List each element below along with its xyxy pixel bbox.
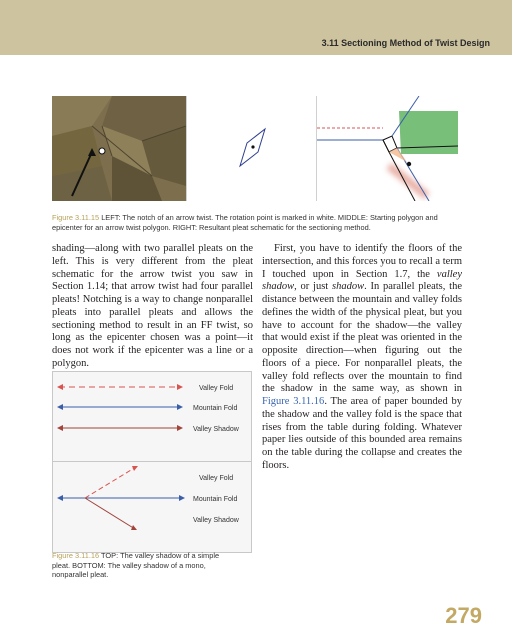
pleat-schematic-diagram (316, 96, 458, 201)
simple-pleat-diagram (52, 371, 252, 463)
valley-shadow-line (85, 498, 135, 529)
arrow-twist-photo (52, 96, 186, 201)
legend-valley-fold: Valley Fold (199, 475, 234, 482)
legend-valley-shadow: Valley Shadow (193, 517, 239, 524)
text-segment: . The area of paper bounded by the shadow and the valley fold is the space that rises from the table during folding. Whatever paper lies outside of this bounded area remains on the table during the collapse and creates the floors. (262, 396, 462, 471)
term-shadow: shadow (331, 281, 365, 293)
caption-text: LEFT: The notch of an arrow twist. The rotation point is marked in white. MIDDLE: Starting polygon and epicenter for an arrow twist polygon. RIGHT: Resultant pleat schematic for the sectioning method. (52, 213, 438, 232)
valley-fold-line (85, 467, 136, 498)
legend-valley-fold: Valley Fold (199, 385, 234, 392)
figure-label: Figure 3.11.16 (52, 551, 100, 560)
figure-3-11-16-caption (52, 551, 232, 580)
figure-3-11-15-caption (52, 213, 462, 232)
legend-valley-shadow: Valley Shadow (193, 426, 239, 433)
right-column-paragraph (262, 243, 462, 473)
starting-polygon-diagram (186, 96, 316, 201)
legend-mountain-fold: Mountain Fold (193, 405, 238, 412)
nonparallel-pleat-diagram (52, 461, 252, 553)
text-segment: . In parallel pleats, the distance between the mountain and valley folds defines the width of the physical pleat, but you have to account for the shadow—the valley that would exist if the pleat was oriented in the opposite direction—when figuring out the floors of a piece. For nonparallel pleats, the valley fold reflects over the mountain to find the shadow in the same way, as shown in (262, 281, 462, 395)
section-header: 3.11 Sectioning Method of Twist Design (321, 38, 490, 48)
legend-mountain-fold: Mountain Fold (193, 496, 238, 503)
text-segment: First, you have to identify the floors of the intersection, and this forces you to recall a term I touched upon in Section 1.7, the (262, 243, 462, 280)
left-column-paragraph: shading—along with two parallel pleats on the left. This is very different from the pleat schematic for the arrow twist you saw in Section 1.14; that arrow twist had four parallel pleats! Notching is a way to change nonparallel pleats into parallel pleats and allows the sectioning method to result in an FF twist, so long as the epicenter chosen was a point—it does not work if the epicenter was a line or a polygon. (52, 243, 253, 369)
page-number: 279 (445, 603, 482, 628)
figure-3-11-15 (52, 96, 458, 201)
figure-label: Figure 3.11.15 (52, 213, 100, 222)
caption-text: TOP: The valley shadow of a simple pleat. BOTTOM: The valley shadow of a mono, nonparallel pleat. (52, 551, 220, 580)
figure-reference-link[interactable]: Figure 3.11.16 (262, 396, 325, 407)
term-valley-shadow: valley shadow (262, 268, 462, 293)
text-segment: , or just (294, 281, 332, 293)
